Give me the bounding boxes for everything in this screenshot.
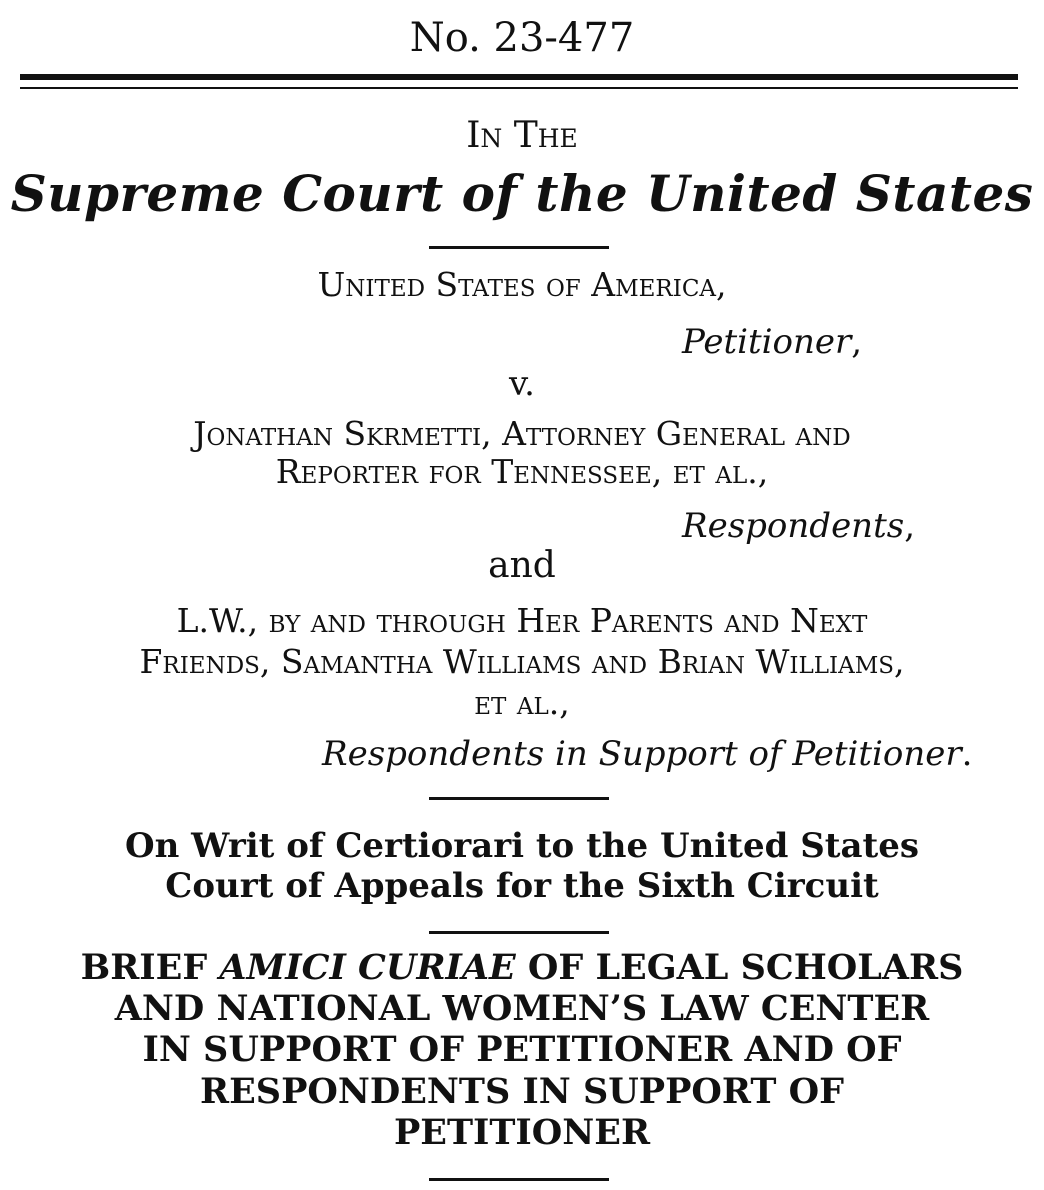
support-role-punct: .	[961, 734, 973, 774]
separator-rule	[429, 797, 609, 800]
separator-rule	[429, 246, 609, 249]
respondent-line-1: Jonathan Skrmetti, Attorney General and	[193, 414, 851, 453]
brief-title-line-4: RESPONDENTS IN SUPPORT OF	[200, 1071, 844, 1112]
respondent-role	[682, 506, 915, 546]
petitioner-name: United States of America,	[317, 265, 727, 304]
separator-rule	[429, 931, 609, 934]
petitioner-role-punct: ,	[851, 322, 863, 362]
support-party-line-1: L.W., by and through Her Parents and Next	[176, 601, 868, 640]
separator-rule	[429, 1178, 609, 1181]
respondent-line-2: Reporter for Tennessee, et al.,	[275, 452, 769, 491]
docket-number: No. 23-477	[409, 15, 635, 61]
in-the-label: In The	[466, 115, 578, 156]
support-party-line-3: et al.,	[474, 683, 570, 722]
support-role-text: Respondents in Support of Petitioner	[322, 734, 962, 774]
brief-title-line-5: PETITIONER	[393, 1112, 651, 1153]
respondent-role-text: Respondents	[682, 506, 905, 546]
support-party-line-2: Friends, Samantha Williams and Brian Williams,	[139, 642, 905, 681]
writ-line-1: On Writ of Certiorari to the United States	[125, 826, 919, 866]
brief-title-line-1	[0, 947, 1044, 988]
support-party-role	[322, 734, 972, 774]
conjunction-and: and	[488, 545, 556, 586]
brief-title-italic: AMICI CURIAE	[219, 947, 516, 988]
brief-title-line-2: AND NATIONAL WOMEN’S LAW CENTER	[114, 988, 930, 1029]
brief-title-post: OF LEGAL SCHOLARS	[515, 947, 964, 988]
petitioner-role-text: Petitioner	[682, 322, 852, 362]
versus-label: v.	[509, 364, 535, 404]
header-rule-thin	[20, 87, 1018, 89]
writ-line-2: Court of Appeals for the Sixth Circuit	[165, 866, 879, 906]
respondent-role-punct: ,	[904, 506, 916, 546]
header-rule-thick	[20, 74, 1018, 80]
court-name: Supreme Court of the United States	[10, 164, 1034, 223]
petitioner-role	[682, 322, 862, 362]
brief-title-line-3: IN SUPPORT OF PETITIONER AND OF	[142, 1029, 902, 1070]
brief-title-pre: BRIEF	[80, 947, 220, 988]
